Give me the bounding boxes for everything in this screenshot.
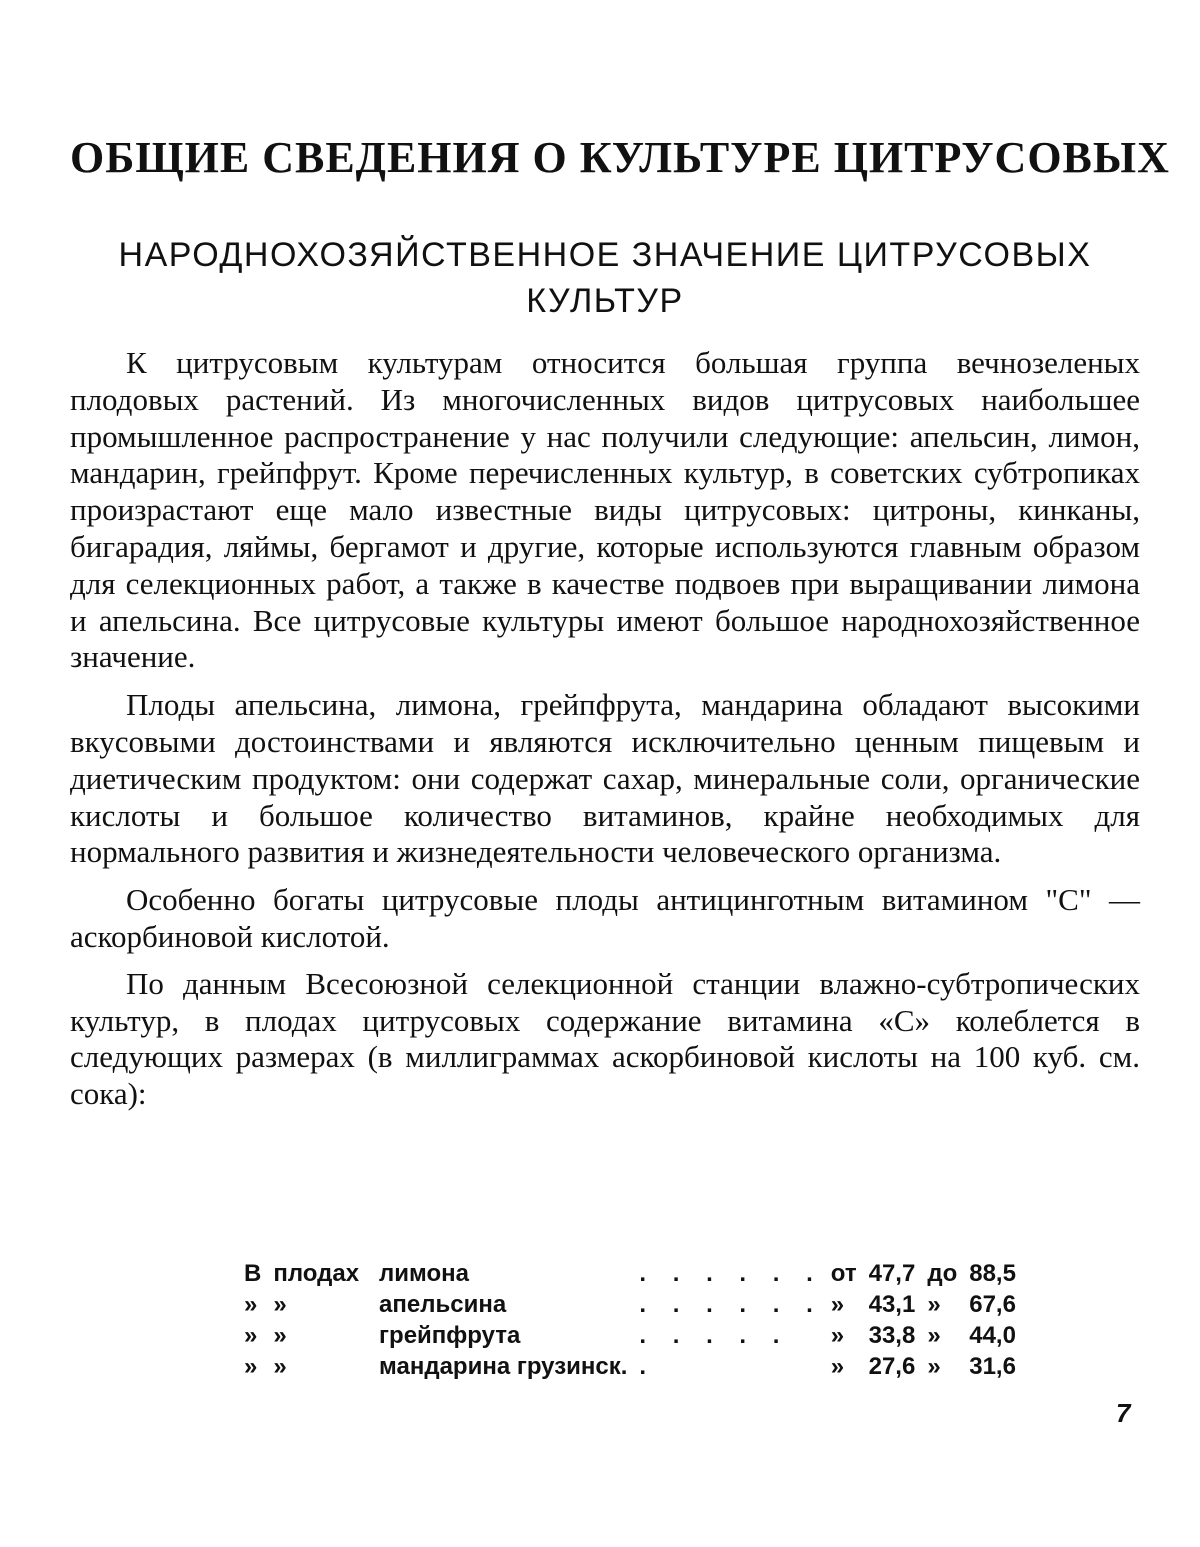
page-number: 7 xyxy=(1116,1398,1131,1428)
from-label: » xyxy=(830,1353,845,1380)
paragraph-4: По данным Всесоюзной селекционной станции влажно-субтропических культур, в плодах цитрусовых содержание витамина «С» колеблется в следующих размерах (в миллиграммах аскорбиновой кислоты на 100 куб. см. сока): xyxy=(70,965,1140,1112)
paragraph-1: К цитрусовым культурам относится большая группа вечнозеленых плодовых растений. Из многочисленных видов цитрусовых наибольшее промышленное распространение у нас получили следующие: апельсин, лимон, мандарин, грейпфрут. Кроме перечисленных культур, в советских субтропиках произрастают еще мало известные виды цитрусовых: цитроны, кинканы, бигарадия, ляймы, бергамот и другие, которые используются главным образом для селекционных работ, а также в качестве подвоев при выращивании лимона и апельсина. Все цитрусовые культуры имеют большое народнохозяйственное значение. xyxy=(70,345,1140,675)
body-text xyxy=(70,345,1140,1124)
book-page xyxy=(70,0,1170,1547)
to-value: 44,0 xyxy=(969,1322,1016,1349)
from-value: 33,8 xyxy=(868,1322,916,1349)
vitamin-c-table xyxy=(238,1258,1022,1382)
fruit-name: апельсина xyxy=(379,1291,507,1318)
row-ditto: » xyxy=(273,1322,287,1349)
row-prefix: В xyxy=(244,1260,262,1287)
leader-dots: . . . . . xyxy=(639,1322,790,1349)
from-value: 43,1 xyxy=(868,1291,916,1318)
to-label: » xyxy=(927,1291,941,1318)
leader-dots: . . . . . . xyxy=(639,1291,823,1318)
row-ditto: » xyxy=(273,1353,287,1380)
fruit-name: мандарина грузинск. xyxy=(379,1353,628,1380)
page-title: ОБЩИЕ СВЕДЕНИЯ О КУЛЬТУРЕ ЦИТРУСОВЫХ xyxy=(70,133,1170,182)
from-value: 47,7 xyxy=(868,1260,916,1287)
row-prefix: » xyxy=(244,1322,258,1349)
fruit-name: лимона xyxy=(379,1260,469,1287)
row-prefix: » xyxy=(244,1353,258,1380)
subtitle-line-2: КУЛЬТУР xyxy=(526,282,684,320)
from-value: 27,6 xyxy=(868,1353,916,1380)
leader-dots: . . . . . . xyxy=(639,1260,823,1287)
from-label: » xyxy=(830,1291,845,1318)
from-label: » xyxy=(830,1322,845,1349)
table-row xyxy=(238,1258,1022,1289)
to-value: 88,5 xyxy=(969,1260,1016,1287)
to-label: » xyxy=(927,1322,941,1349)
to-value: 31,6 xyxy=(969,1353,1016,1380)
to-label: до xyxy=(927,1260,958,1287)
row-prefix: » xyxy=(244,1291,258,1318)
leader-dots: . xyxy=(639,1353,657,1380)
row-ditto: плодах xyxy=(273,1260,360,1287)
from-label: от xyxy=(830,1260,857,1287)
section-subtitle xyxy=(70,232,1140,324)
table-row xyxy=(238,1289,1022,1320)
paragraph-2: Плоды апельсина, лимона, грейпфрута, мандарина обладают высокими вкусовыми достоинствами и являются исключительно ценным пищевым и диетическим продуктом: они содержат сахар, минеральные соли, органические кислоты и большое количество витаминов, крайне необходимых для нормального развития и жизнедеятельности человеческого организма. xyxy=(70,687,1140,870)
to-value: 67,6 xyxy=(969,1291,1016,1318)
subtitle-line-1: НАРОДНОХОЗЯЙСТВЕННОЕ ЗНАЧЕНИЕ ЦИТРУСОВЫХ xyxy=(118,236,1092,274)
paragraph-3: Особенно богаты цитрусовые плоды антицинготным витамином "С" — аскорбиновой кислотой. xyxy=(70,882,1140,954)
row-ditto: » xyxy=(273,1291,287,1318)
table-row xyxy=(238,1351,1022,1382)
fruit-name: грейпфрута xyxy=(379,1322,521,1349)
to-label: » xyxy=(927,1353,941,1380)
table-row xyxy=(238,1320,1022,1351)
